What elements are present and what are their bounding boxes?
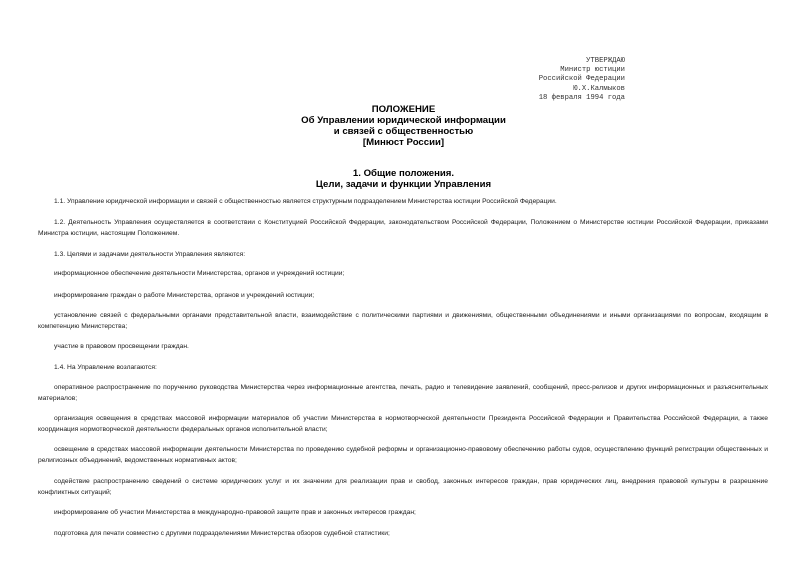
paragraph: подготовка для печати совместно с другими подразделениями Министерства обзоров судебной статистики; — [54, 530, 390, 537]
paragraph: 1.4. На Управление возлагаются: — [54, 364, 157, 371]
section-heading-line-1: 1. Общие положения. — [352, 168, 455, 179]
paragraph: информирование граждан о работе Министерства, органов и учреждений юстиции; — [54, 292, 315, 299]
section-heading — [0, 168, 807, 190]
paragraph: содействие распространению сведений о системе юридических услуг и их значении для реализации прав и свобод, законных интересов граждан, прав юридических лиц, внедрения правовой культуры в разрешение конфликтных ситуаций; — [38, 478, 768, 496]
title-line-4: [Минюст России] — [362, 137, 445, 148]
approval-date: 18 февраля 1994 года — [538, 93, 625, 102]
title-line-3: и связей с общественностью — [333, 126, 474, 137]
section-heading-line-2: Цели, задачи и функции Управления — [315, 179, 492, 190]
approval-block — [480, 57, 625, 103]
paragraph: 1.2. Деятельность Управления осуществляется в соответствии с Конституцией Российской Федерации, законодательством Российской Федерации, Положением о Министерстве юстиции Российской Федерации, приказами Министра юстиции, настоящим Положением. — [38, 219, 768, 237]
paragraph: освещение в средствах массовой информации деятельности Министерства по проведению судебной реформы и организационно-правовому обеспечению работы судов, осуществлению функций регистрации общественных и религиозных объединений, ведомственных нормативных актов; — [38, 446, 768, 464]
approval-heading: УТВЕРЖДАЮ — [586, 57, 625, 65]
title-line-2: Об Управлении юридической информации — [301, 115, 506, 126]
approval-position: Министр юстиции — [560, 66, 625, 75]
approval-country: Российской Федерации — [538, 75, 625, 84]
paragraph: 1.3. Целями и задачами деятельности Управления являются: — [54, 251, 246, 258]
paragraph: установление связей с федеральными органами представительной власти, взаимодействие с политическими партиями и движениями, общественными объединениями и иными организациями по вопросам, входящим в компетенцию Министерства; — [38, 312, 768, 330]
title-line-1: ПОЛОЖЕНИЕ — [371, 104, 436, 115]
paragraph: 1.1. Управление юридической информации и связей с общественностью является структурным подразделением Министерства юстиции Российской Федерации. — [54, 198, 557, 205]
paragraph: оперативное распространение по поручению руководства Министерства через информационные агентства, печать, радио и телевидение заявлений, сообщений, пресс-релизов и других информационных и разъяснительных материалов; — [38, 384, 768, 402]
paragraph: организация освещения в средствах массовой информации материалов об участии Министерства в нормотворческой деятельности Президента Российской Федерации и Правительства Российской Федерации, а также координация нормотворческой деятельности федеральных органов исполнительной власти; — [38, 415, 768, 433]
approval-signatory: Ю.Х.Калмыков — [573, 84, 625, 93]
document-title — [0, 104, 807, 148]
paragraph: участие в правовом просвещении граждан. — [54, 343, 189, 350]
paragraph: информирование об участии Министерства в международно-правовой защите прав и законных интересов граждан; — [54, 509, 416, 516]
paragraph: информационное обеспечение деятельности Министерства, органов и учреждений юстиции; — [54, 270, 345, 277]
